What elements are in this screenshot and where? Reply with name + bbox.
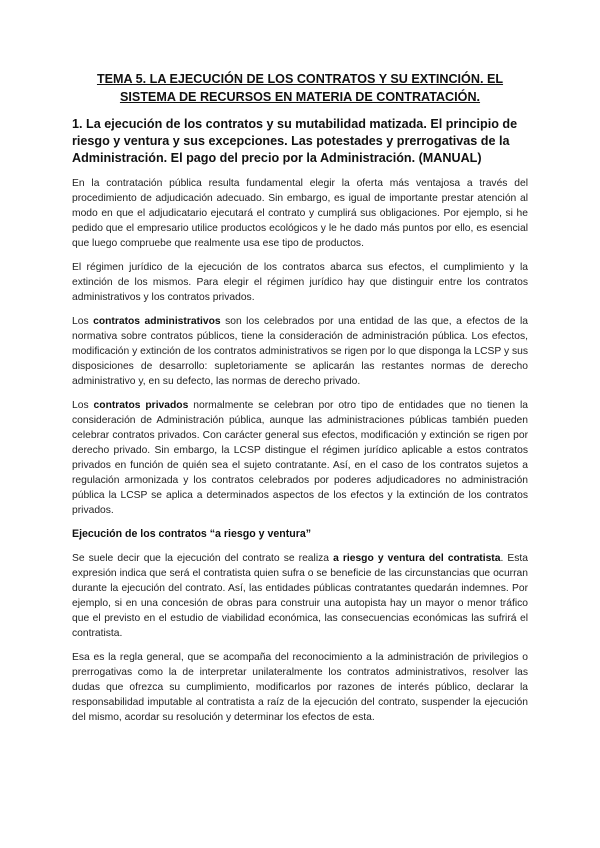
paragraph-lead: Los: [72, 316, 94, 327]
bold-term-contratos-privados: contratos privados: [93, 400, 189, 411]
paragraph-lead: Se suele decir que la ejecución del contrato se realiza: [72, 553, 334, 564]
paragraph-lead: Los: [72, 400, 94, 411]
paragraph-body: normalmente se celebran por otro tipo de entidades que no tienen la consideración de Administración pública, aunque las administraciones públicas también pueden celebrar contratos privados. Con carácter general sus efectos, modificación y extinción se rigen por derecho privado. Sin embargo, la LCSP distingue el régimen jurídico aplicable a estos contratos privados en función de quién sea el sujeto contratante. Así, en el caso de los contratos sujetos a regulación armonizada y los contratos celebrados por poderes adjudicadores no administración pública la LCSP se aplica a determinados aspectos de los efectos y la extinción de los contratos privados.: [72, 400, 528, 516]
bold-term-contratos-administrativos: contratos administrativos: [93, 316, 221, 327]
paragraph-riesgo-y-ventura: [72, 551, 528, 641]
bold-term-riesgo-y-ventura: a riesgo y ventura del contratista: [333, 553, 501, 564]
paragraph-body: . Esta expresión indica que será el contratista quien sufra o se beneficie de las circunstancias que ocurran durante la ejecución del contrato. Así, las entidades públicas contratantes quedarán indemnes. Por ejemplo, si en una concesión de obras para construir una autopista hay un mayor o menor tráfico que el previsto en el estudio de viabilidad económica, las consecuencias económicas las sufrirá el contratista.: [72, 553, 529, 639]
subheading-riesgo-y-ventura: Ejecución de los contratos “a riesgo y ventura”: [72, 528, 312, 540]
paragraph-prerrogativas: Esa es la regla general, que se acompaña del reconocimiento a la administración de privilegios o prerrogativas como la de interpretar unilateralmente los contratos administrativos, resolver las dudas que ofrezca su cumplimiento, modificarlos por razones de interés público, declarar la responsabilidad imputable al contratista a raíz de la ejecución del contrato, suspender la ejecución del mismo, acordar su resolución y determinar los efectos de esta.: [72, 652, 528, 723]
paragraph-regimen-juridico: El régimen jurídico de la ejecución de los contratos abarca sus efectos, el cumplimiento y la extinción de los mismos. Para elegir el régimen jurídico hay que distinguir entre los contratos administrativos y los contratos privados.: [72, 262, 528, 303]
paragraph-body: son los celebrados por una entidad de las que, a efectos de la normativa sobre contratos públicos, tiene la consideración de administración pública. Los efectos, modificación y extinción de los contratos administrativos se rigen por lo que disponga la LCSP y sus disposiciones de desarrollo: supletoriamente se aplicarán las restantes normas de derecho administrativo y, en su defecto, las normas de derecho privado.: [72, 316, 528, 387]
paragraph-contratos-privados: [72, 398, 528, 518]
section-1-heading: 1. La ejecución de los contratos y su mutabilidad matizada. El principio de riesgo y ventura y sus excepciones. Las potestades y prerrogativas de la Administración. El pago del precio por la Administración. (MANUAL): [72, 117, 518, 165]
paragraph-contratos-administrativos: [72, 314, 528, 389]
document-title: TEMA 5. LA EJECUCIÓN DE LOS CONTRATOS Y SU EXTINCIÓN. EL SISTEMA DE RECURSOS EN MATERIA DE CONTRATACIÓN.: [96, 72, 504, 104]
paragraph-oferta-ventajosa: En la contratación pública resulta fundamental elegir la oferta más ventajosa a través del procedimiento de adjudicación adecuado. Sin embargo, es igual de importante prestar atención al modo en que el adjudicatario ejecutará el contrato y cumplirá sus obligaciones. Por ejemplo, si he pedido que el empresario utilice productos ecológicos y le he dado más puntos por ello, es esencial que luego compruebe que realmente usa ese tipo de productos.: [72, 178, 528, 249]
